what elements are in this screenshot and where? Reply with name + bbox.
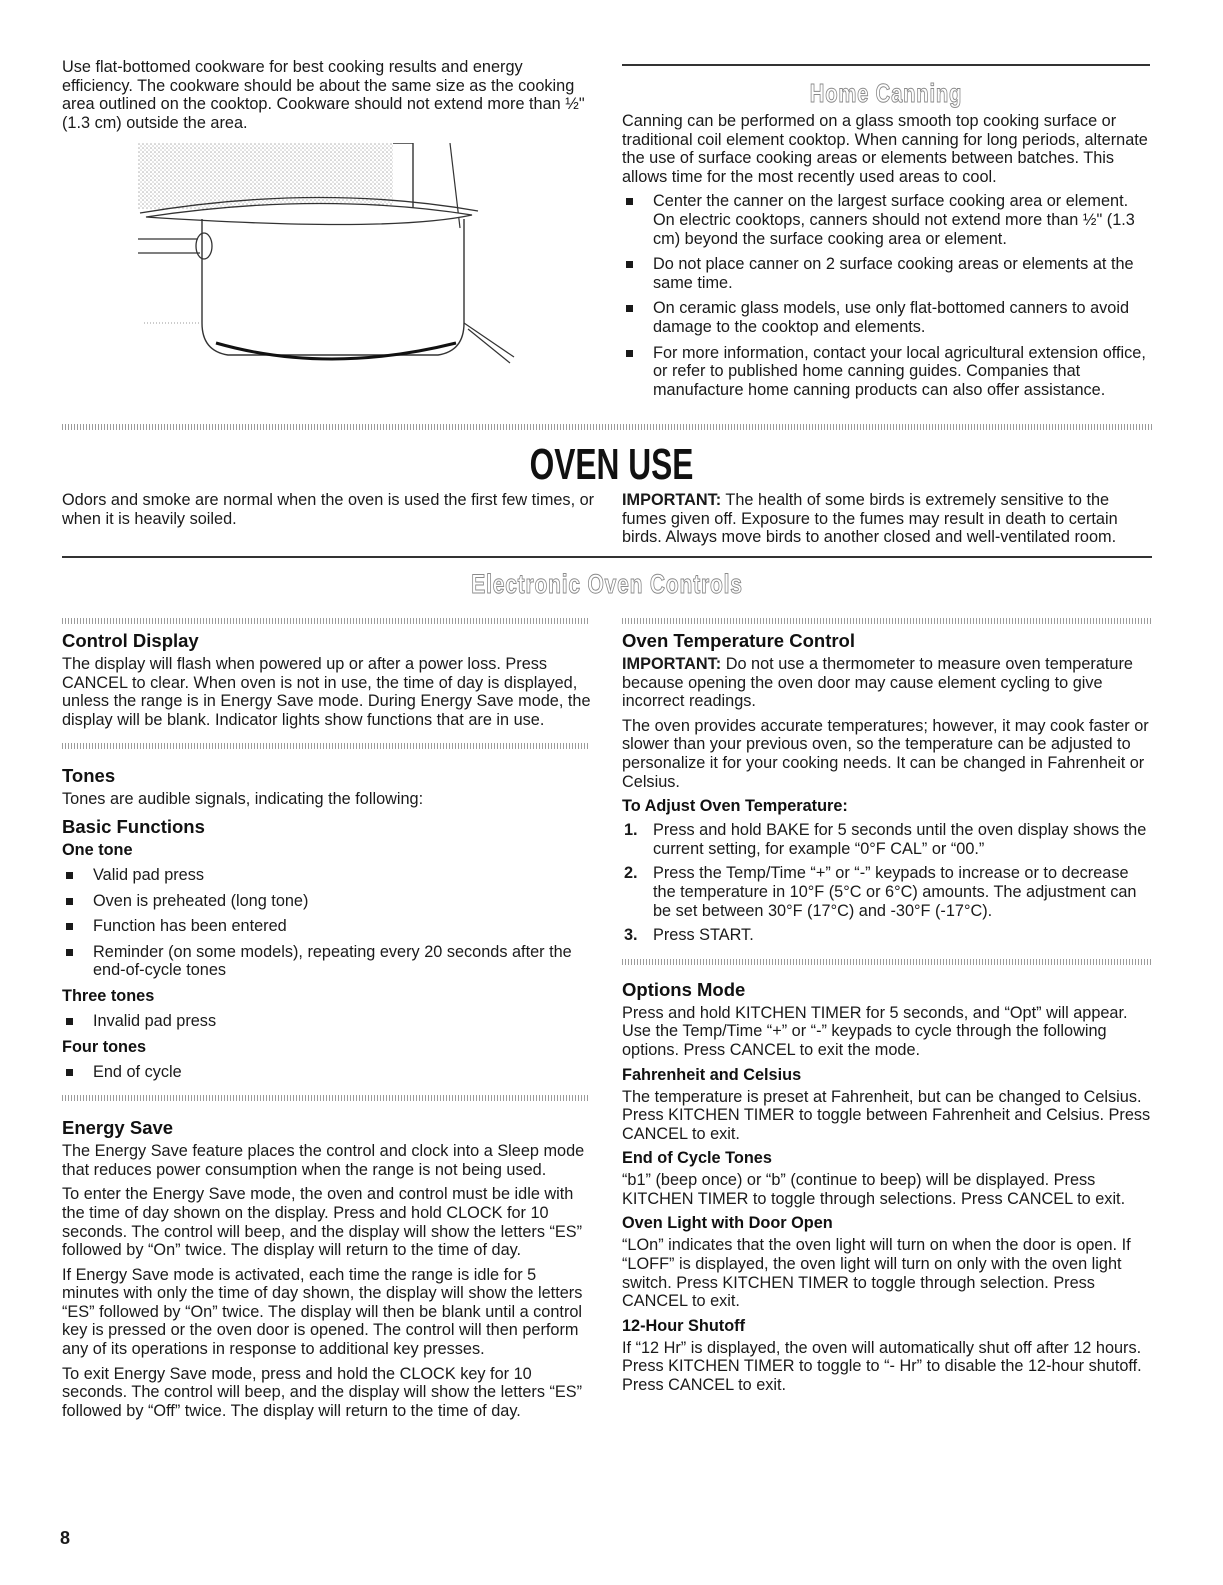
energy-save-p3: If Energy Save mode is activated, each time the range is idle for 5 minutes with only the time of day shown, the display will show the letters “ES” followed by “On” twice. The display will then be blank until a control key is pressed or the oven door is opened. The control will then perform any of its operations in response to additional key presses. bbox=[62, 1265, 583, 1359]
energy-save-divider bbox=[62, 1095, 588, 1101]
home-canning-title: Home Canning bbox=[809, 78, 963, 108]
four-tones-list bbox=[62, 1063, 597, 1082]
list-item: Center the canner on the largest surface cooking area or element. On electric cooktops, canners should not extend more than ½" (1.3 cm) beyond the surface cooking area or element. bbox=[622, 192, 1152, 248]
oven-use-right bbox=[622, 491, 1152, 553]
list-item: Do not place canner on 2 surface cooking areas or elements at the same time. bbox=[622, 255, 1152, 292]
tones-divider bbox=[62, 743, 588, 749]
list-item: Reminder (on some models), repeating every 20 seconds after the end-of-cycle tones bbox=[62, 943, 597, 980]
shutoff-text: If “12 Hr” is displayed, the oven will automatically shut off after 12 hours. Press KITCHEN TIMER to toggle to “- Hr” to disable the 12-hour shutoff. Press CANCEL to exit. bbox=[622, 1338, 1142, 1395]
energy-save-p2: To enter the Energy Save mode, the oven and control must be idle with the time of day shown on the display. Press and hold CLOCK for 10 seconds. The control will beep, and the display will show the letters “ES” followed by “On” twice. The display will return to the time of day. bbox=[62, 1185, 583, 1260]
oven-temp-p2: The oven provides accurate temperatures; however, it may cook faster or slower than your previous oven, so the temperature can be adjusted to personalize it for your cooking needs. It can be changed in Fahrenheit or Celsius. bbox=[622, 716, 1149, 791]
electronic-controls-title: Electronic Oven Controls bbox=[471, 569, 743, 599]
home-canning-rule bbox=[622, 64, 1150, 66]
adjust-temp-title: To Adjust Oven Temperature: bbox=[622, 797, 848, 816]
options-divider bbox=[622, 959, 1152, 965]
step-text: Press and hold BAKE for 5 seconds until the oven display shows the current setting, for example “0°F CAL” or “00.” bbox=[653, 821, 1147, 858]
oven-temp-important bbox=[622, 655, 1154, 711]
oven-use-intro: Odors and smoke are normal when the oven is used the first few times, or when it is heavily soiled. bbox=[62, 491, 595, 528]
options-intro: Press and hold KITCHEN TIMER for 5 seconds, and “Opt” will appear. Use the Temp/Time “+” or “-” keypads to cycle through the following options. Press CANCEL to exit the mode. bbox=[622, 1003, 1128, 1059]
list-item: Valid pad press bbox=[62, 866, 597, 885]
home-canning-intro: Canning can be performed on a glass smooth top cooking surface or traditional coil element cooktop. When canning for long periods, alternate the use of surface cooking areas or elements between batches. This allows time for the most recently used areas to cool. bbox=[622, 112, 1148, 186]
list-item: End of cycle bbox=[62, 1063, 597, 1082]
cookware-section bbox=[62, 58, 597, 138]
step-text: Press START. bbox=[653, 926, 754, 945]
shutoff-title: 12-Hour Shutoff bbox=[622, 1316, 745, 1335]
oven-use-left bbox=[62, 491, 597, 534]
home-canning-section bbox=[622, 112, 1152, 406]
fahrenheit-celsius-text: The temperature is preset at Fahrenheit, but can be changed to Celsius. Press KITCHEN TIMER to toggle between Fahrenheit and Celsius. Press CANCEL to exit. bbox=[622, 1087, 1151, 1143]
list-item: Invalid pad press bbox=[62, 1012, 597, 1031]
basic-functions-title: Basic Functions bbox=[62, 815, 205, 837]
oven-use-title: OVEN USE bbox=[529, 440, 694, 489]
oven-light-text: “LOn” indicates that the oven light will turn on when the door is open. If “LOFF” is displayed, the oven light will turn on only with the oven light switch. Press KITCHEN TIMER to toggle through selection. Press CANCEL to exit. bbox=[622, 1236, 1131, 1311]
step-number: 2. bbox=[624, 864, 638, 883]
step-number: 1. bbox=[624, 821, 638, 840]
right-column bbox=[622, 630, 1154, 1401]
tones-title: Tones bbox=[62, 765, 116, 787]
list-item: Function has been entered bbox=[62, 917, 597, 936]
important-label: IMPORTANT: bbox=[622, 655, 722, 673]
energy-save-p4: To exit Energy Save mode, press and hold the CLOCK key for 10 seconds. The control will beep, and the display will show the letters “ES” followed by “Off” twice. The display will return to the time of day. bbox=[62, 1364, 583, 1420]
step-number: 3. bbox=[624, 926, 638, 945]
oven-use-divider bbox=[62, 424, 1152, 430]
control-display-divider bbox=[62, 618, 588, 624]
energy-save-title: Energy Save bbox=[62, 1117, 174, 1139]
list-item bbox=[622, 864, 1154, 920]
list-item bbox=[622, 926, 1154, 945]
control-display-title: Control Display bbox=[62, 630, 199, 651]
oven-temp-title: Oven Temperature Control bbox=[622, 630, 856, 651]
important-label: IMPORTANT: bbox=[622, 491, 722, 509]
list-item: For more information, contact your local agricultural extension office, or refer to published home canning guides. Companies that manufacture home canning products can also offer assistance. bbox=[622, 344, 1152, 400]
end-of-cycle-title: End of Cycle Tones bbox=[622, 1149, 772, 1168]
three-tones-list bbox=[62, 1012, 597, 1031]
oven-temp-important-text: Do not use a thermometer to measure oven temperature because opening the oven door may cause element cycling to give incorrect readings. bbox=[622, 655, 1133, 711]
end-of-cycle-text: “b1” (beep once) or “b” (continue to beep) will be displayed. Press KITCHEN TIMER to toggle through selections. Press CANCEL to exit. bbox=[622, 1171, 1126, 1208]
page-number: 8 bbox=[60, 1528, 71, 1548]
options-mode-title: Options Mode bbox=[622, 978, 746, 1000]
one-tone-list bbox=[62, 866, 597, 980]
home-canning-list bbox=[622, 192, 1152, 399]
cookware-text: Use flat-bottomed cookware for best cooking results and energy efficiency. The cookware should be about the same size as the cooking area outlined on the cooktop. Cookware should not extend more than ½" (1.3 cm) outside the area. bbox=[62, 58, 585, 132]
birds-warning-text: The health of some birds is extremely sensitive to the fumes given off. Exposure to the fumes may result in death to certain birds. Always move birds to another closed and well-ventilated room. bbox=[622, 491, 1118, 547]
three-tones-title: Three tones bbox=[62, 986, 155, 1005]
oven-light-title: Oven Light with Door Open bbox=[622, 1214, 833, 1233]
list-item: Oven is preheated (long tone) bbox=[62, 892, 597, 911]
left-column bbox=[62, 630, 597, 1426]
oven-temp-divider bbox=[622, 618, 1152, 624]
list-item: On ceramic glass models, use only flat-bottomed canners to avoid damage to the cooktop and elements. bbox=[622, 299, 1152, 336]
list-item bbox=[622, 821, 1154, 858]
birds-warning bbox=[622, 491, 1152, 547]
four-tones-title: Four tones bbox=[62, 1037, 147, 1056]
adjust-temp-steps bbox=[622, 821, 1154, 945]
fahrenheit-celsius-title: Fahrenheit and Celsius bbox=[622, 1065, 802, 1084]
control-display-text: The display will flash when powered up or after a power loss. Press CANCEL to clear. When oven is not in use, the time of day is displayed, unless the range is in Energy Save mode. During Energy Save mode, the display will be blank. Indicator lights show functions that are in use. bbox=[62, 655, 591, 729]
pot-illustration bbox=[138, 143, 538, 375]
energy-save-p1: The Energy Save feature places the control and clock into a Sleep mode that reduces power consumption when the range is not being used. bbox=[62, 1142, 585, 1179]
one-tone-title: One tone bbox=[62, 840, 133, 859]
tones-intro: Tones are audible signals, indicating the following: bbox=[62, 790, 424, 809]
step-text: Press the Temp/Time “+” or “-” keypads to increase or to decrease the temperature in 10°F (5°C or 6°C) amounts. The adjustment can be set between 30°F (17°C) and -30°F (-17°C). bbox=[653, 864, 1137, 920]
controls-rule bbox=[62, 556, 1152, 558]
